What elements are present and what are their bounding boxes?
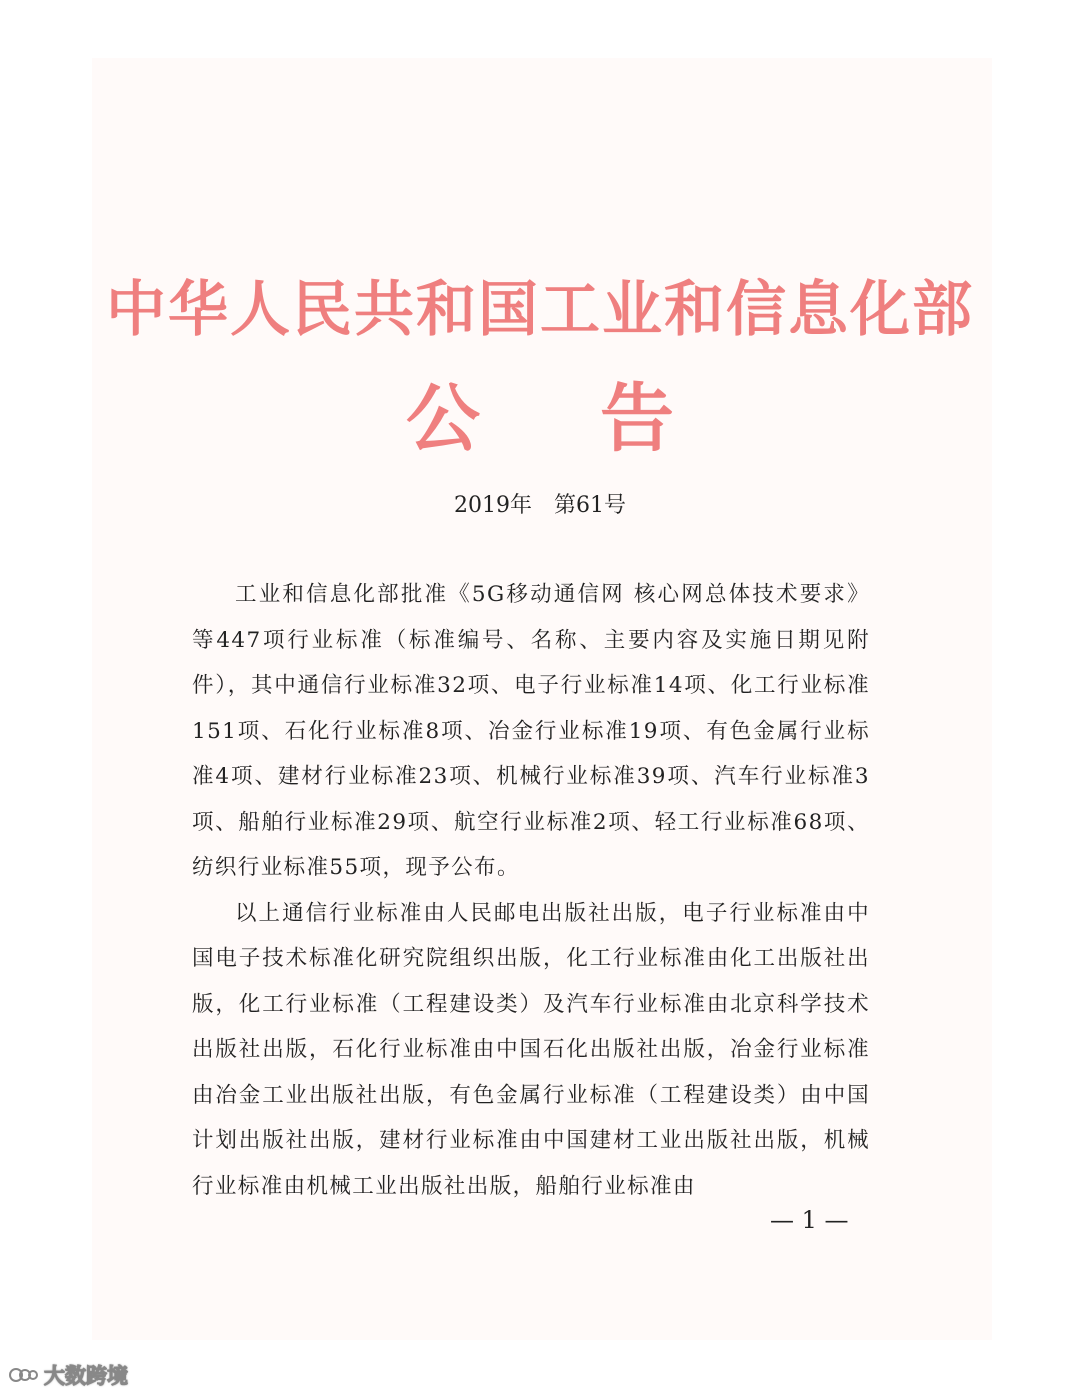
dashuo-logo-icon bbox=[8, 1363, 38, 1387]
paragraph-1: 工业和信息化部批准《5G移动通信网 核心网总体技术要求》等447项行业标准（标准编号、名称、主要内容及实施日期见附件），其中通信行业标准32项、电子行业标准14项、化工行业标准151项、石化行业标准8项、冶金行业标准19项、有色金属行业标准4项、建材行业标准23项、机械行业标准39项、汽车行业标准3项、船舶行业标准29项、航空行业标准2项、轻工行业标准68项、纺织行业标准55项，现予公布。 bbox=[192, 582, 870, 880]
watermark-text: 大数跨境 bbox=[44, 1364, 128, 1388]
paragraph-2: 以上通信行业标准由人民邮电出版社出版，电子行业标准由中国电子技术标准化研究院组织出版，化工行业标准由化工出版社出版，化工行业标准（工程建设类）及汽车行业标准由北京科学技术出版社出版，石化行业标准由中国石化出版社出版，冶金行业标准由冶金工业出版社出版，有色金属行业标准（工程建设类）由中国计划出版社出版，建材行业标准由中国建材工业出版社出版，机械行业标准由机械工业出版社出版，船舶行业标准由 bbox=[192, 900, 870, 1199]
announcement-heading: 公告 bbox=[406, 376, 794, 462]
body-text bbox=[192, 572, 870, 1209]
document-number: 2019年 第61号 bbox=[454, 493, 626, 518]
issuing-authority-title: 中华人民共和国工业和信息化部 bbox=[106, 275, 974, 345]
page-number: — 1 — bbox=[770, 1206, 849, 1234]
watermark bbox=[8, 1360, 128, 1390]
